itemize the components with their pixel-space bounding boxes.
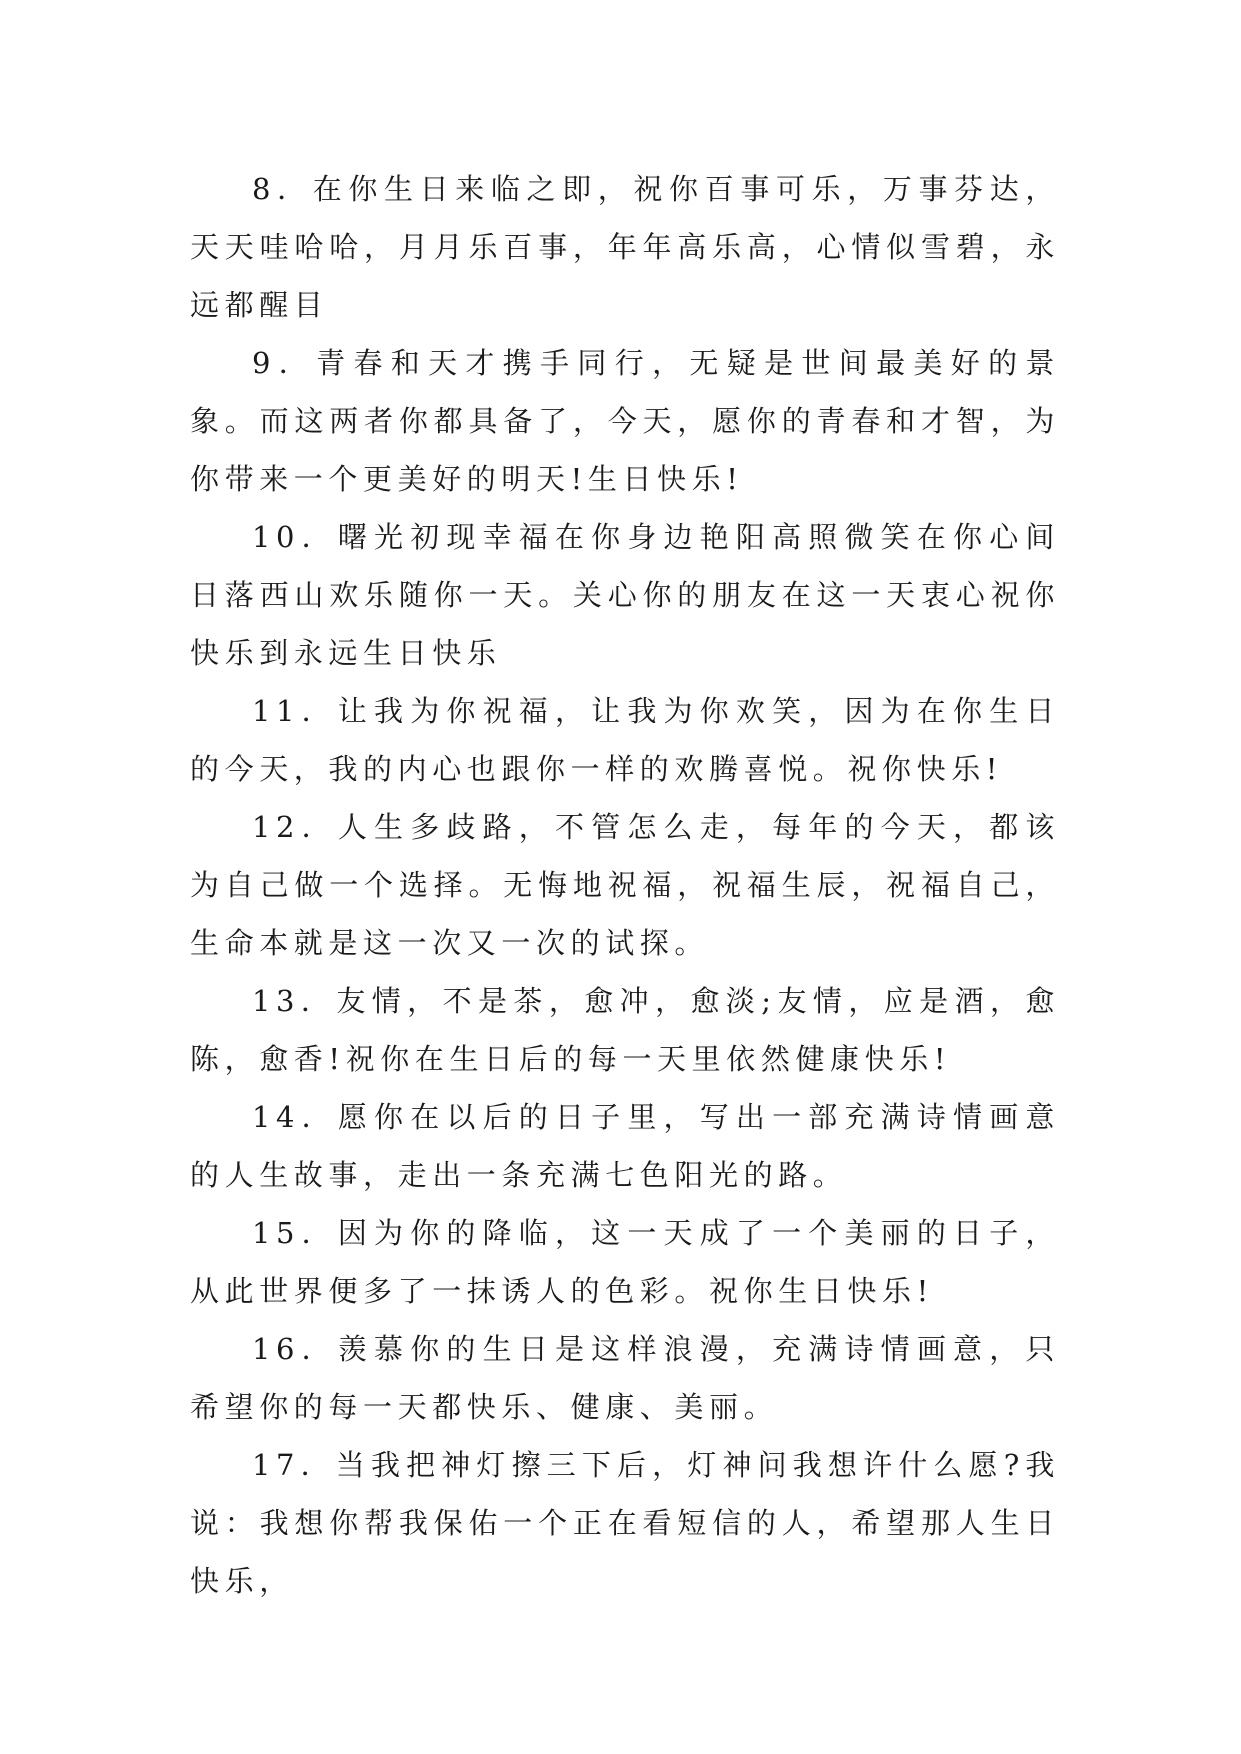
paragraph-9: 9．青春和天才携手同行，无疑是世间最美好的景象。而这两者你都具备了，今天，愿你的青春和才智，为你带来一个更美好的明天!生日快乐!: [190, 346, 1060, 496]
paragraph-11: 11．让我为你祝福，让我为你欢笑，因为在你生日的今天，我的内心也跟你一样的欢腾喜悦。祝你快乐!: [190, 694, 1060, 786]
paragraph-12: 12．人生多歧路，不管怎么走，每年的今天，都该为自己做一个选择。无悔地祝福，祝福生辰，祝福自己，生命本就是这一次又一次的试探。: [190, 810, 1060, 960]
paragraph-15: 15．因为你的降临，这一天成了一个美丽的日子，从此世界便多了一抹诱人的色彩。祝你生日快乐!: [190, 1216, 1060, 1308]
paragraph-17: 17．当我把神灯擦三下后，灯神问我想许什么愿?我说：我想你帮我保佑一个正在看短信的人，希望那人生日快乐，: [190, 1448, 1060, 1598]
paragraph-14: 14．愿你在以后的日子里，写出一部充满诗情画意的人生故事，走出一条充满七色阳光的路。: [190, 1100, 1060, 1192]
paragraph-16: 16．羡慕你的生日是这样浪漫，充满诗情画意，只希望你的每一天都快乐、健康、美丽。: [190, 1332, 1060, 1424]
document-body: [190, 160, 1060, 1610]
paragraph-8: 8．在你生日来临之即，祝你百事可乐，万事芬达，天天哇哈哈，月月乐百事，年年高乐高，心情似雪碧，永远都醒目: [190, 172, 1060, 322]
paragraph-10: 10．曙光初现幸福在你身边艳阳高照微笑在你心间日落西山欢乐随你一天。关心你的朋友在这一天衷心祝你快乐到永远生日快乐: [190, 520, 1060, 670]
paragraph-13: 13．友情，不是茶，愈冲，愈淡;友情，应是酒，愈陈，愈香!祝你在生日后的每一天里依然健康快乐!: [190, 984, 1060, 1076]
